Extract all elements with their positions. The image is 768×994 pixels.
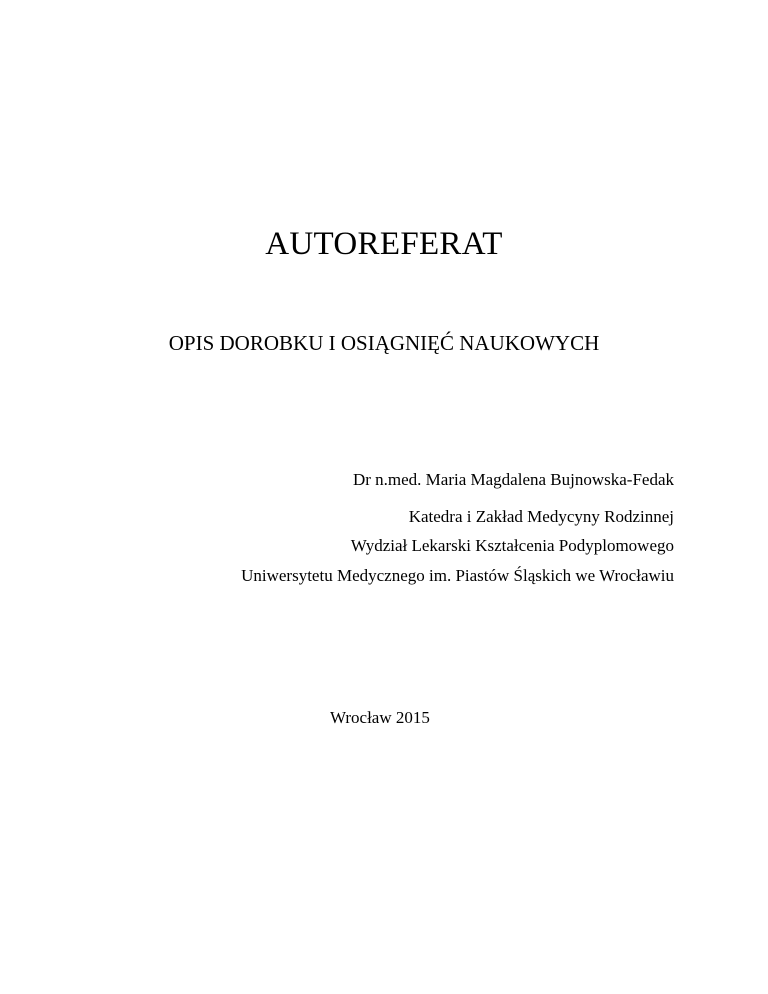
author-name: Dr n.med. Maria Magdalena Bujnowska-Fedak <box>352 470 674 489</box>
place-and-date: Wrocław 2015 <box>330 708 430 727</box>
document-subtitle: OPIS DOROBKU I OSIĄGNIĘĆ NAUKOWYCH <box>168 331 600 355</box>
affiliation-faculty: Wydział Lekarski Kształcenia Podyplomowego <box>350 536 674 555</box>
affiliation-university: Uniwersytetu Medycznego im. Piastów Śląskich we Wrocławiu <box>241 566 674 585</box>
affiliation-department: Katedra i Zakład Medycyny Rodzinnej <box>408 507 674 526</box>
document-title: AUTOREFERAT <box>265 226 503 262</box>
